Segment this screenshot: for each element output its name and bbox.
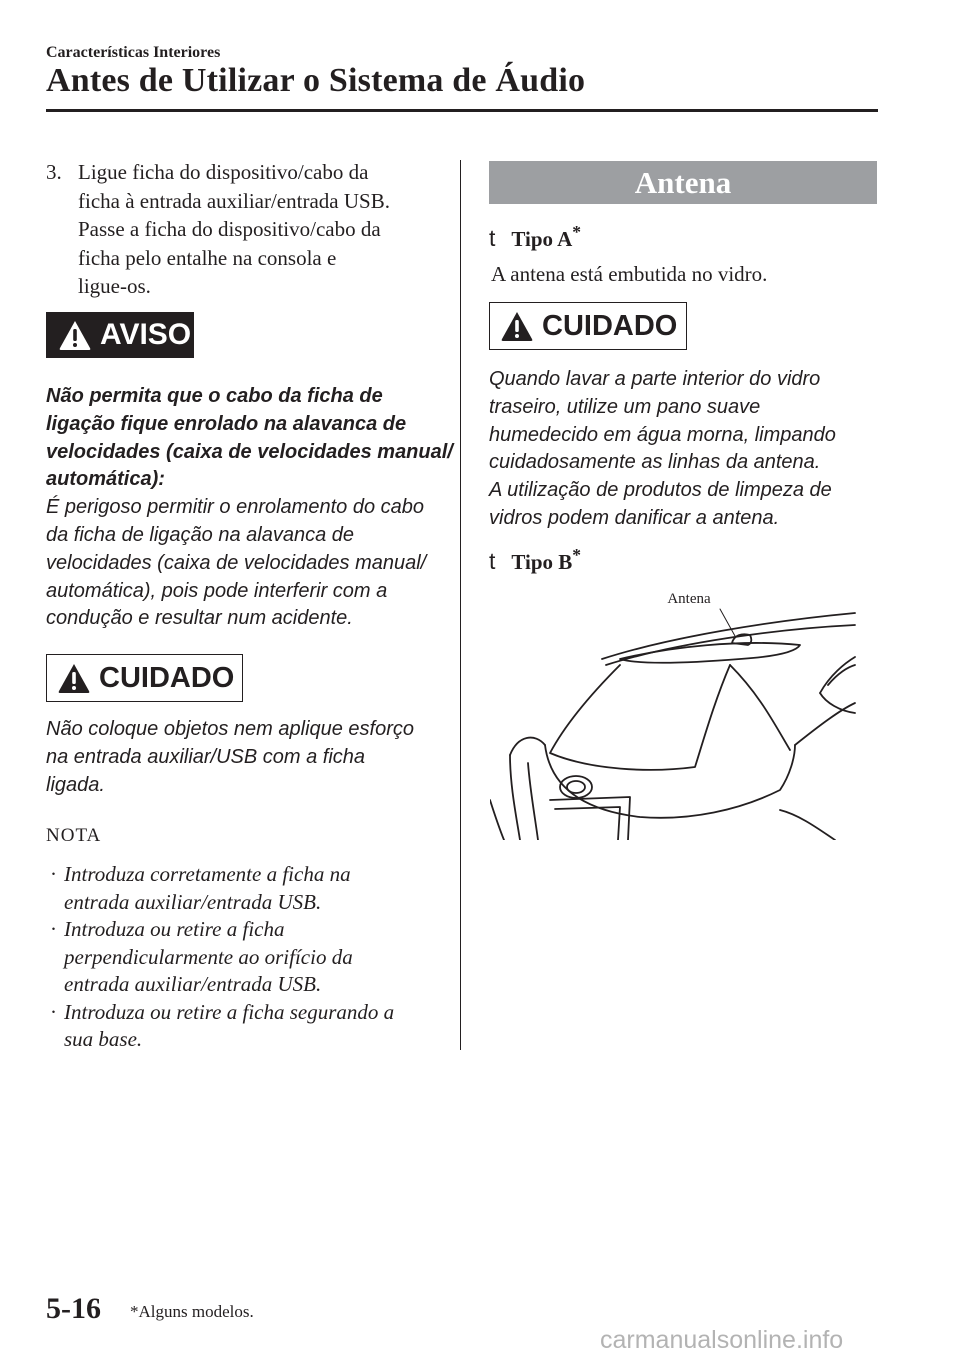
aviso-text <box>46 383 453 633</box>
nota-line: Introduza corretamente a ficha na <box>64 862 351 886</box>
cuidado-line: ligada. <box>46 773 105 796</box>
nota-line: entrada auxiliar/entrada USB. <box>64 889 322 914</box>
bullet-t-icon: t <box>489 548 496 574</box>
bullet-dot-icon: · <box>50 917 57 941</box>
section-label: Características Interiores <box>46 44 221 61</box>
aviso-line: velocidades (caixa de velocidades manual/ <box>46 551 427 574</box>
warning-triangle-icon <box>500 310 534 342</box>
cuidado-right-text <box>489 366 836 533</box>
cuidado-line: A utilização de produtos de limpeza de <box>489 479 832 502</box>
bullet-dot-icon: · <box>50 862 57 886</box>
cuidado-line: traseiro, utilize um pano suave <box>489 395 761 418</box>
cuidado-line: vidros podem danificar a antena. <box>489 506 780 529</box>
list-item <box>46 999 446 1054</box>
list-item <box>46 916 446 999</box>
step-line: ligue-os. <box>78 274 151 298</box>
asterisk-mark: * <box>572 222 582 242</box>
nota-line: Introduza ou retire a ficha <box>64 917 285 941</box>
warning-triangle-icon <box>57 662 91 694</box>
step-line: Ligue ficha do dispositivo/cabo da <box>78 160 369 184</box>
tipo-a-label: Tipo A <box>511 227 573 251</box>
tipo-a-heading <box>489 222 581 252</box>
aviso-line: condução e resultar num acidente. <box>46 607 353 630</box>
cuidado-line: humedecido em água morna, limpando <box>489 423 836 446</box>
step-3 <box>46 158 446 301</box>
step-text <box>78 158 446 301</box>
aviso-line: automática), pois pode interferir com a <box>46 579 388 602</box>
nota-list <box>46 861 446 1054</box>
footnote: *Alguns modelos. <box>130 1302 254 1321</box>
page-number: 5-16 <box>46 1292 101 1325</box>
step-number: 3. <box>46 160 62 184</box>
tipo-b-label: Tipo B <box>511 550 573 574</box>
step-line: Passe a ficha do dispositivo/cabo da <box>78 217 381 241</box>
cuidado-badge <box>46 654 243 702</box>
aviso-badge <box>46 312 194 358</box>
aviso-line: É perigoso permitir o enrolamento do cabo <box>46 496 424 519</box>
cuidado-text <box>46 716 414 799</box>
aviso-label: AVISO <box>100 318 192 351</box>
step-line: ficha à entrada auxiliar/entrada USB. <box>78 188 390 213</box>
figure-callout-antena: Antena <box>667 591 711 607</box>
title-rule <box>46 109 878 112</box>
nota-line: sua base. <box>64 1027 143 1051</box>
aviso-bold-line: Não permita que o cabo da ficha de <box>46 385 383 407</box>
cuidado-label: CUIDADO <box>542 309 678 342</box>
warning-triangle-icon <box>58 319 92 351</box>
tipo-b-heading <box>489 545 581 575</box>
aviso-bold-line: automática): <box>46 468 165 491</box>
rear-car-illustration <box>490 585 860 840</box>
cuidado-badge-right <box>489 302 687 350</box>
nota-label: NOTA <box>46 825 102 846</box>
cuidado-label: CUIDADO <box>99 661 235 694</box>
nota-line: entrada auxiliar/entrada USB. <box>64 972 322 996</box>
cuidado-line: cuidadosamente as linhas da antena. <box>489 451 821 474</box>
page-title: Antes de Utilizar o Sistema de Áudio <box>46 62 586 99</box>
asterisk-mark: * <box>572 545 582 565</box>
nota-line: Introduza ou retire a ficha segurando a <box>64 999 395 1024</box>
bullet-dot-icon: · <box>50 999 57 1024</box>
nota-line: perpendicularmente ao orifício da <box>64 944 353 969</box>
bullet-t-icon: t <box>489 225 496 251</box>
column-divider <box>460 160 461 1050</box>
cuidado-line: Quando lavar a parte interior do vidro <box>489 368 821 390</box>
antena-section-title: Antena <box>489 161 877 204</box>
aviso-bold-line: ligação fique enrolado na alavanca de <box>46 412 407 435</box>
cuidado-line: na entrada auxiliar/USB com a ficha <box>46 745 366 768</box>
watermark: carmanualsonline.info <box>600 1326 844 1354</box>
list-item <box>46 861 446 916</box>
step-line: ficha pelo entalhe na consola e <box>78 245 337 270</box>
aviso-line: da ficha de ligação na alavanca de <box>46 523 355 546</box>
aviso-bold-line: velocidades (caixa de velocidades manual/ <box>46 440 453 463</box>
tipo-a-text: A antena está embutida no vidro. <box>491 262 768 286</box>
cuidado-line: Não coloque objetos nem aplique esforço <box>46 718 415 740</box>
